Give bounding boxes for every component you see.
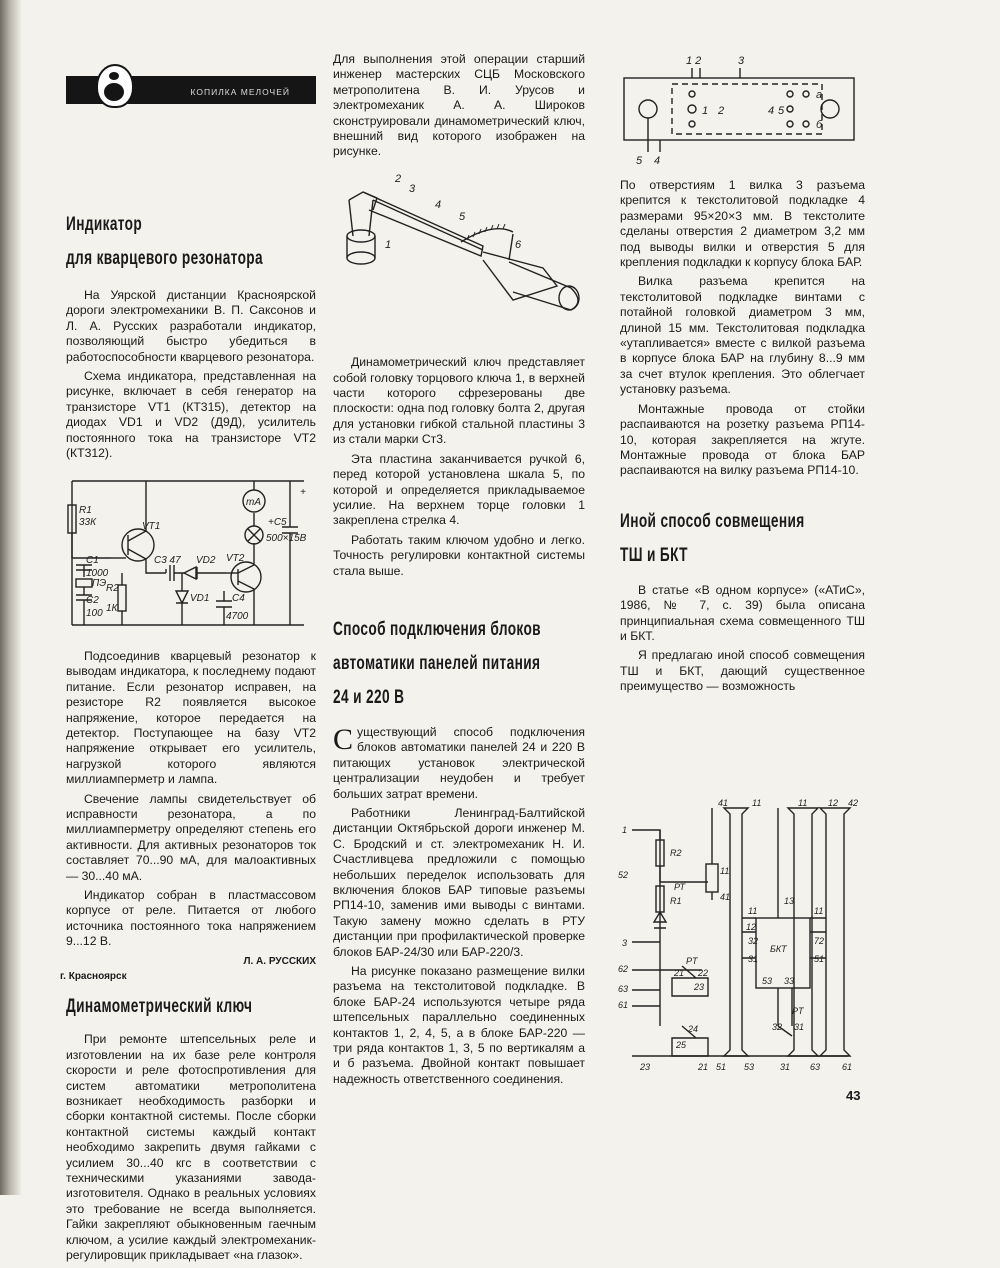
connector-label-top-3: 3 [738,55,745,67]
piggy-bank-icon [96,64,134,108]
sch2-l16: 12 [746,922,757,932]
sch2-l25: 31 [748,954,759,964]
connector-label-4: 4 [654,155,661,167]
article-title-tsh-bkt: Иной способ совмещения ТШ и БКТ [620,510,805,566]
wrench-label-5: 5 [459,210,466,223]
sch2-l23: 22 [698,968,709,978]
page-number: 43 [846,1088,861,1103]
sch2-l7: 52 [618,870,629,880]
label-c4: C4 [232,593,245,605]
sch2-l21: PT [686,956,698,966]
sch2-l40: 31 [780,1062,791,1072]
label-ma: mA [246,497,261,509]
sch2-l41: 63 [810,1062,821,1072]
sch2-l3: 12 [828,798,839,808]
sch2-l36: 23 [640,1062,651,1072]
sch2-l27: 63 [618,984,629,994]
sch2-l2: 11 [798,798,808,808]
sch2-l13: 11 [748,906,758,916]
label-c1: C1 [86,555,99,567]
sch2-l5: 1 [622,825,628,835]
label-r1: R1 [79,505,92,517]
wrench-label-3: 3 [409,182,416,195]
article-body-indicator-cont: Подсоединив кварцевый резонатор к выводам индикатора, к последнему подают питание. Если резонатор исправен, на резисторе R2 появляется высокое напряжение, которое передается на детектор. Поступающее на базу VT2 напряжение открывает его усилитель, нагрузкой которого являются миллиамперметр и лампа. Свечение лампы свидетельствует об исправности резонатора, а по миллиамперметру определяют степень его активности. Для активных резонаторов ток составляет 70...90 мА, для малоактивных — 30...40 мА. Индикатор собран в пластмассовом корпусе от реле. Питается от любого источника постоянного тока напряжением 9...12 В. [66,648,316,949]
connector-pin-5: 5 [778,105,785,117]
sch2-l4: 42 [848,798,859,808]
article-signature: Л. А. РУССКИХ [243,955,316,967]
label-vd2: VD2 [196,555,216,567]
sch2-l28: 61 [618,1000,629,1010]
section-banner [66,76,316,104]
connector-label-top-12: 1 2 [686,55,702,67]
connector-pin-4: 4 [768,105,775,117]
column-3 [620,178,865,699]
sch2-l1: 11 [752,798,762,808]
sch2-l11: R1 [670,896,682,906]
label-c1-value: 1000 [86,568,109,580]
article-city: г. Красноярск [60,971,127,982]
label-c4-value: 4700 [226,611,249,623]
sch2-l6: R2 [670,848,682,858]
label-crystal: ПЭ [92,578,107,590]
section-banner-label: КОПИЛКА МЕЛОЧЕЙ [190,87,290,97]
sch2-l35: 31 [794,1022,805,1032]
wrench-label-4: 4 [435,198,442,211]
column-2 [333,52,585,1086]
sch2-l26: 51 [814,954,825,964]
sch2-l32: 24 [688,1024,699,1034]
sch2-l29: 53 [762,976,773,986]
dropcap: С [333,722,354,756]
label-c3: С3 47 [154,555,181,567]
sch2-l39: 53 [744,1062,755,1072]
sch2-l31: PT [792,1006,804,1016]
sch2-l30: 33 [784,976,795,986]
label-plus: + [300,487,306,499]
connector-pin-2: 2 [718,105,725,117]
wrench-label-6: 6 [515,238,522,251]
wrench-illustration [333,170,585,345]
sch2-l20: 62 [618,964,629,974]
indicator-schematic [66,473,316,638]
label-r1-value: 33К [79,517,97,529]
sch2-l9: 11 [720,866,730,876]
label-r2: R2 [106,583,119,595]
wrench-label-1: 1 [385,238,392,251]
page-edge-shadow [0,0,22,1195]
sch2-l22: 21 [674,968,685,978]
sch2-l15: 3 [622,938,628,948]
sch2-l42: 61 [842,1062,853,1072]
label-vt2: VT2 [226,553,245,565]
sch2-l14: 11 [814,906,824,916]
article-body-bar: Существующий способ подключения блоков автоматики панелей 24 и 220 В питающих установок электрической централизации неудобен и требует больших затрат времени. Работники Ленинград-Балтийской дистанции Октябрьской дороги инженер М. С. Бродский и ст. электромеханик Н. И. Счастливцева предложили с помощью небольших переделок использовать для включения блоков БАР типовые разъемы РП14-10, заменив ими выводы с винтами. Такую замену можно сделать в РТУ дистанции при профилактической проверке блоков БАР-24/30 или БАР-220/3. На рисунке показано размещение вилки разъема на текстолитовой подкладке. В блоке БАР-24 используются четыре ряда штепсельных параллельно соединенных контактов 1, 2, 4, 5, а в блоке БАР-220 — три ряда контактов 1, 3, 5 по вертикалям а и б разъема. Двойной контакт повышает надежность ответственного соединения. [333,722,585,1086]
article-title-wrench: Динамометрический ключ [66,996,253,1018]
sch2-l24: 23 [694,982,705,992]
connector-pin-b: б [816,119,823,131]
article-title-indicator: Индикатор для кварцевого резонатора [66,214,263,269]
connector-label-5: 5 [636,155,643,167]
article-body-wrench-desc: Динамометрический ключ представляет собой головку торцового ключа 1, в верхней части которого сфрезерованы две плоскости: одна под головку болта 2, другая для установки гибкой стальной пластины 3 из стали марки Ст3. Эта пластина заканчивается ручкой 6, перед которой установлена шкала 5, по которой и определяется прикладываемое усилие. На верхнем торце головки 1 закреплена стрелка 4. Работать таким ключом удобно и легко. Точность регулировки контактной системы стала выше. [333,355,585,578]
sch2-l19: 72 [814,936,825,946]
article-body-tsh-bkt: В статье «В одном корпусе» («АТиС», 1986, № 7, с. 39) была описана принципиальная схема совмещенного ТШ и БКТ. Я предлагаю иной способ совмещения ТШ и БКТ, дающий существенное преимущество — возможность [620,582,865,694]
sch2-l38: 51 [716,1062,727,1072]
connector-pin-a: а [816,89,823,101]
article-body-wrench: При ремонте штепсельных реле и изготовлении на их базе реле контроля скорости и реле фотоспротивления для систем автоматики метрополитена возникает необходимость разборки и сборки контактной системы. После сборки контактной системы каждый контакт необходимо закрепить двумя гайками с усилием 30...40 кгс в соответствии с техническими указаниями завода-изготовителя. Однако в реальных условиях это требование не всегда выполняется. Гайки закрепляют обыкновенным гаечным ключом, а усилие каждый электромеханик-регулировщик прикладывает «на глазок». [66,1032,316,1263]
sch2-l18: БКТ [770,944,787,954]
article-body-bar-cont: По отверстиям 1 вилка 3 разъема крепится к текстолитовой подкладке 4 размерами 95×20×3 мм. В текстолите сделаны отверстия 2 диаметром 3,2 мм под выводы вилки и отверстия 5 для крепления подкладки к корпусу блока БАР. Вилка разъема крепится на текстолитовой подкладке винтами с потайной головкой диаметром 3 мм, длиной 15 мм. Текстолитовая подкладка «утапливается» вместе с вилкой разъема в корпусе блока БАР на глубину 8...9 мм за счет втулок крепления. Это облегчает установку разъема. Монтажные провода от стойки распаиваются на розетку разъема РП14-10, которая закрепляется на жгуте. Монтажные провода от блока БАР распаиваются на вилку разъема РП14-10. [620,178,865,478]
article-body-indicator: На Уярской дистанции Красноярской дороги электромеханики В. П. Саксонов и Л. А. Русских разработали индикатор, позволяющий быстро убедиться в работоспособности кварцевого резонатора. Схема индикатора, представленная на рисунке, включает в себя генератор на транзисторе VT1 (КТ315), детектор на диодах VD1 и VD2 (Д9Д), усилитель постоянного тока на транзисторе VT2 (КТ312). [66,288,316,461]
connector-drawing [620,48,860,168]
label-r2-value: 1К [106,603,118,615]
connector-pin-1: 1 [702,105,709,117]
sch2-l37: 21 [698,1062,709,1072]
sch2-l0: 41 [718,798,729,808]
article-body-wrench-cont: Для выполнения этой операции старший инженер мастерских СЦБ Московского метрополитена В. И. Урусов и электромеханик А. А. Широков сконструировали динамометрический ключ, внешний вид которого изображен на рисунке. [333,52,585,159]
wrench-label-2: 2 [395,172,402,185]
sch2-l8: РТ [674,882,685,892]
sch2-l17: 32 [748,936,759,946]
label-c5: +C5 [268,517,287,529]
label-vt1: VT1 [142,521,161,533]
label-c5-value: 500×15В [266,533,307,545]
label-c2: C2 [86,595,99,607]
sch2-l12: 13 [784,896,795,906]
sch2-l34: 32 [772,1022,783,1032]
column-1 [60,68,316,1268]
article-title-bar: Способ подключения блоков автоматики панелей питания 24 и 220 В [333,618,541,708]
sch2-l33: 25 [676,1040,687,1050]
label-c2-value: 100 [86,608,103,620]
label-vd1: VD1 [190,593,210,605]
sch2-l10: 41 [720,892,731,902]
tsh-bkt-schematic [612,800,872,1085]
